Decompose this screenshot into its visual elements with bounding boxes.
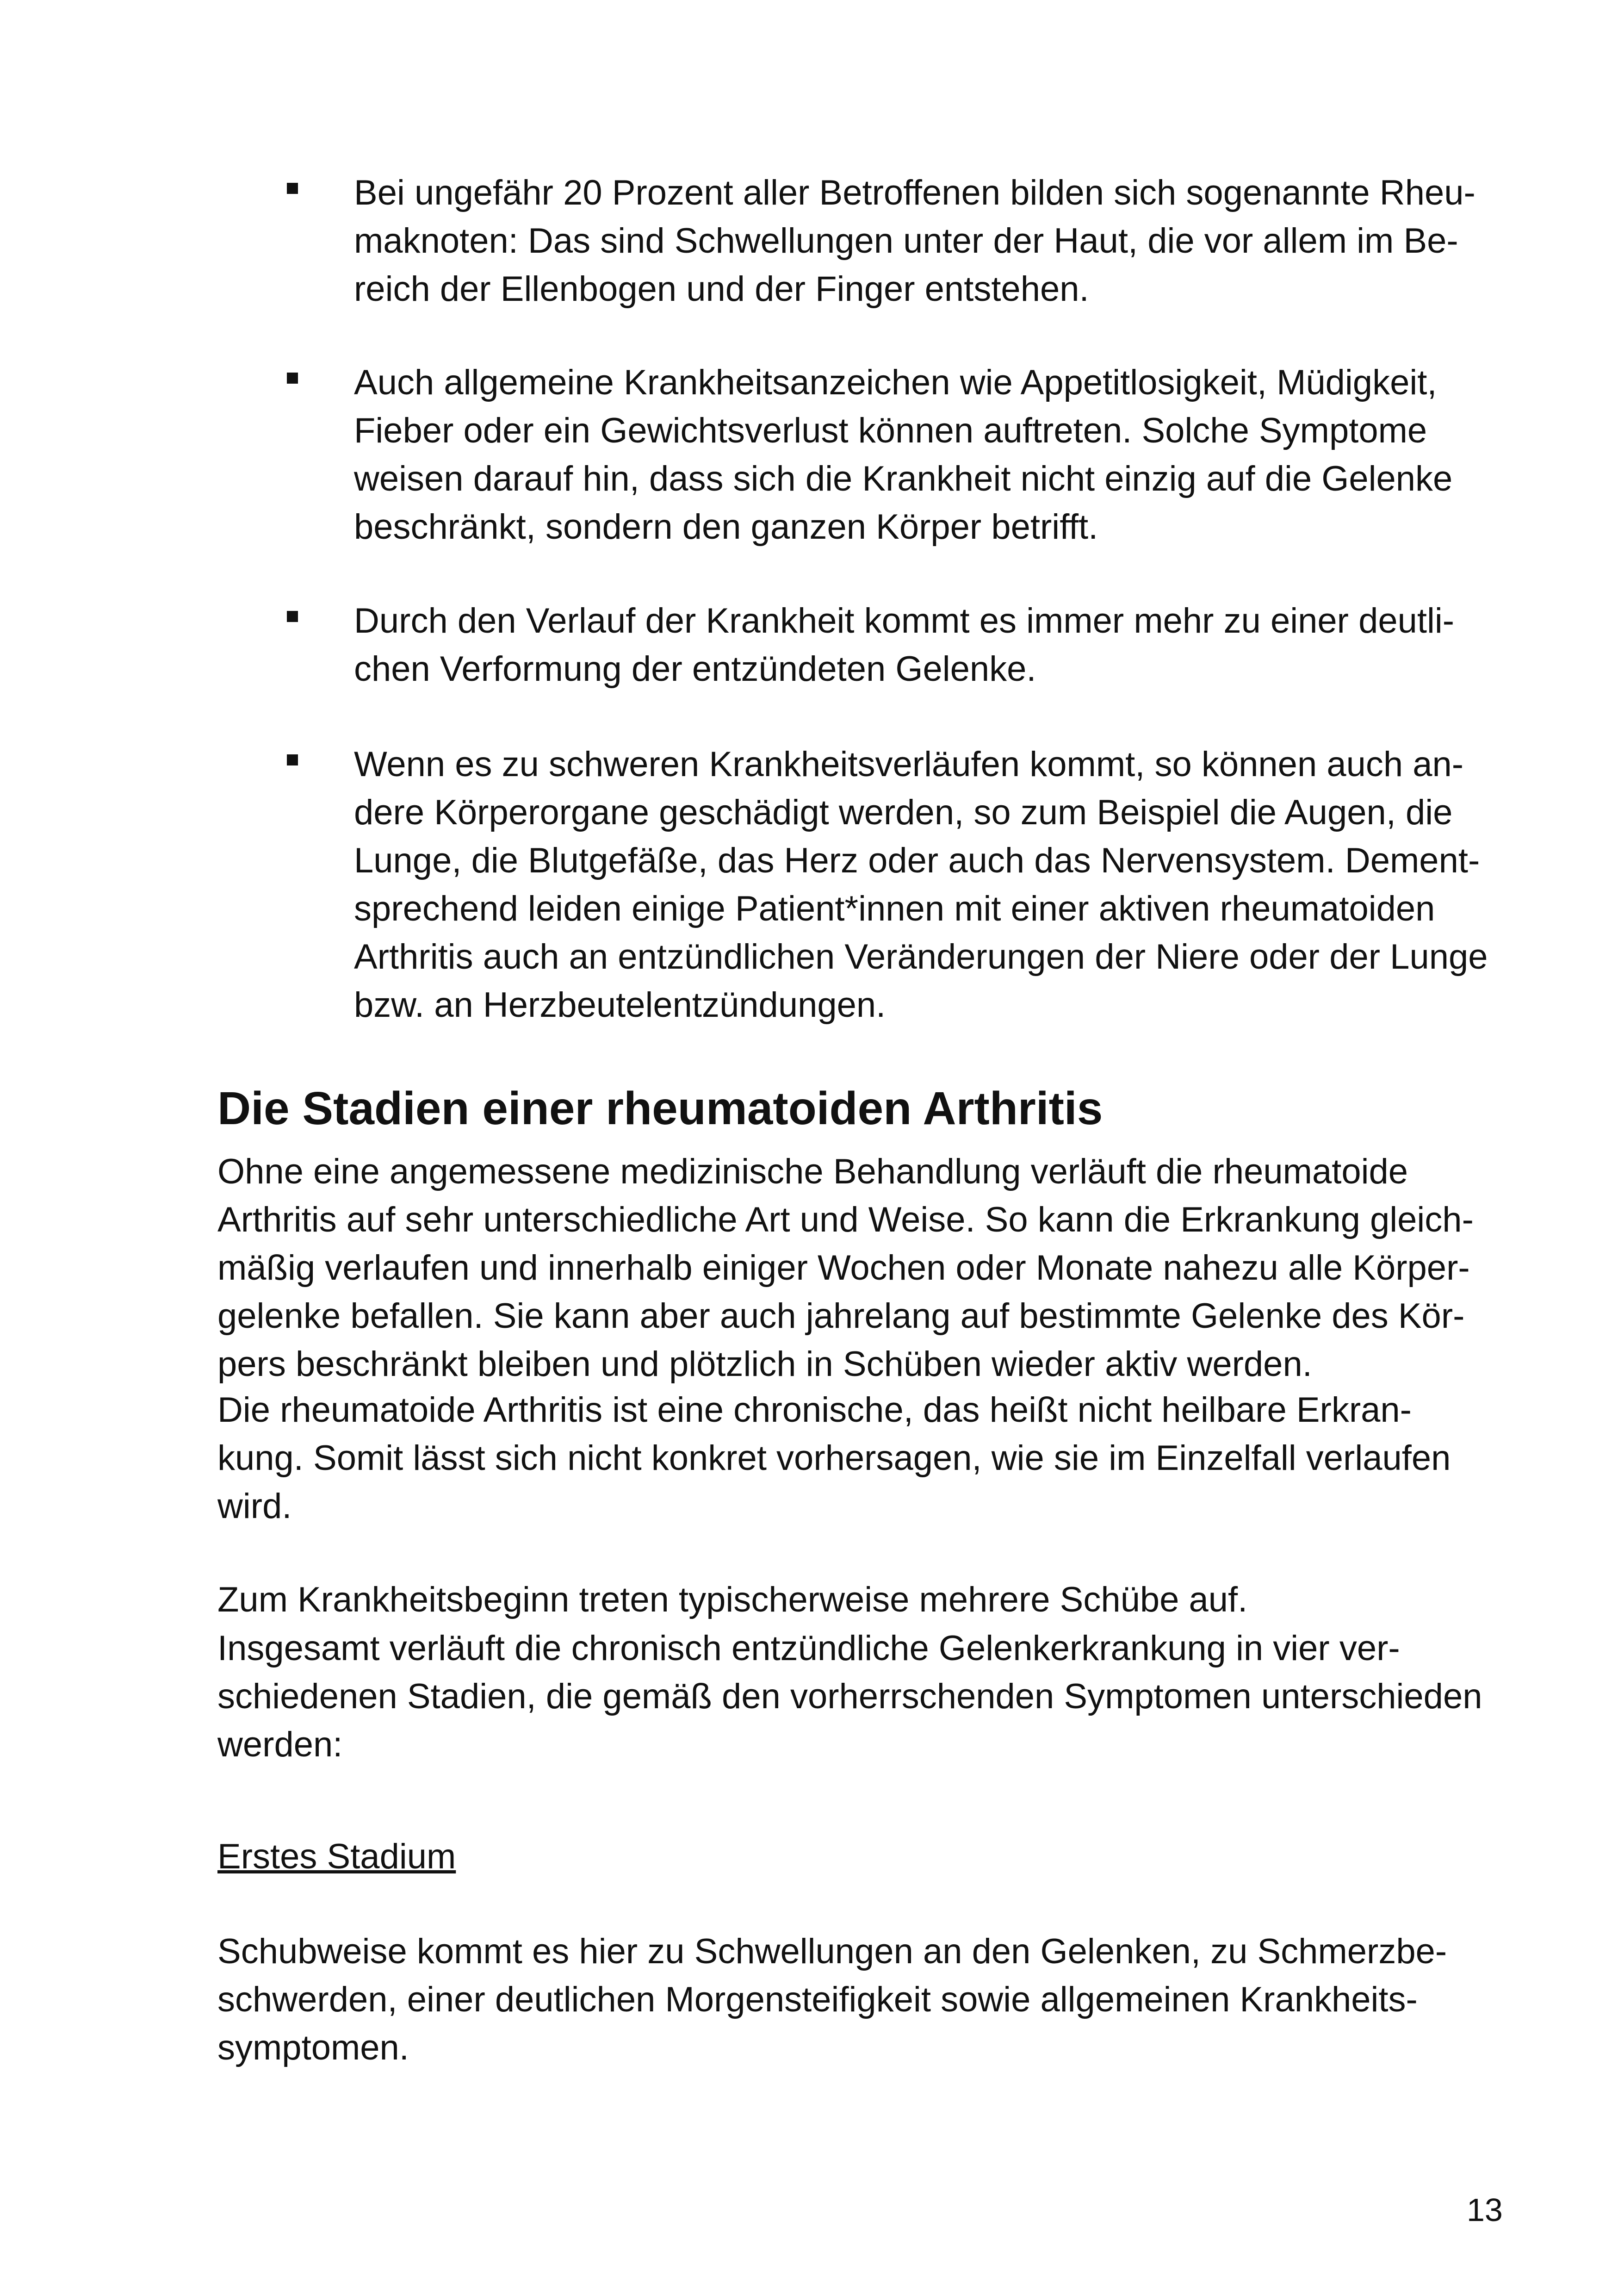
square-bullet-icon — [287, 754, 298, 765]
paragraph: Ohne eine angemessene medizinische Behandlung verläuft die rheumatoide Arthritis auf sehr unterschiedliche Art und Weise. So kann die Erkrankung gleich- mäßig verlaufen und innerhalb einiger Wochen oder Monate nahezu alle Körper- gelenke befallen. Sie kann aber auch jahrelang auf bestimmte Gelenke des Kör- pers beschränkt bleiben und plötzlich in Schüben wieder aktiv werden. — [217, 1152, 1474, 1384]
bullet-text: Wenn es zu schweren Krankheitsverläufen kommt, so können auch an- dere Körperorgane geschädigt werden, so zum Beispiel die Augen, die Lunge, die Blutgefäße, das Herz oder auch das Nervensystem. Dement- sprechend leiden einige Patient*innen mit einer aktiven rheumatoiden Arthritis auch an entzündlichen Veränderungen der Niere oder der Lunge bzw. an Herzbeutelentzündungen. — [354, 745, 1488, 1025]
bullet-text: Auch allgemeine Krankheitsanzeichen wie Appetitlosigkeit, Müdigkeit, Fieber oder ein Gewichtsverlust können auftreten. Solche Symptome weisen darauf hin, dass sich die Krankheit nicht einzig auf die Gelenke beschränkt, sondern den ganzen Körper betrifft. — [354, 363, 1453, 547]
stage-paragraph: Schubweise kommt es hier zu Schwellungen an den Gelenken, zu Schmerzbe- schwerden, einer deutlichen Morgensteifigkeit sowie allgemeinen Krankheits- symptomen. — [217, 1932, 1447, 2067]
paragraph: Zum Krankheitsbeginn treten typischerweise mehrere Schübe auf. — [217, 1580, 1248, 1619]
paragraph: Die rheumatoide Arthritis ist eine chronische, das heißt nicht heilbare Erkran- kung. Somit lässt sich nicht konkret vorhersagen, wie sie im Einzelfall verlaufen wird. — [217, 1390, 1451, 1526]
section-heading: Die Stadien einer rheumatoiden Arthritis — [217, 1083, 1103, 1134]
bullet-text: Bei ungefähr 20 Prozent aller Betroffenen bilden sich sogenannte Rheu- maknoten: Das sind Schwellungen unter der Haut, die vor allem im Be- reich der Ellenbogen und der Finger entstehen. — [354, 173, 1475, 309]
bullet-text: Durch den Verlauf der Krankheit kommt es immer mehr zu einer deutli- chen Verformung der entzündeten Gelenke. — [354, 601, 1455, 689]
paragraph: Insgesamt verläuft die chronisch entzündliche Gelenkerkrankung in vier ver- schiedenen Stadien, die gemäß den vorherrschenden Symptomen unterschieden werden: — [217, 1629, 1482, 1764]
square-bullet-icon — [287, 373, 298, 384]
square-bullet-icon — [287, 183, 298, 194]
square-bullet-icon — [287, 611, 298, 622]
stage-subheading: Erstes Stadium — [217, 1837, 456, 1876]
page-number: 13 — [1467, 2192, 1503, 2228]
